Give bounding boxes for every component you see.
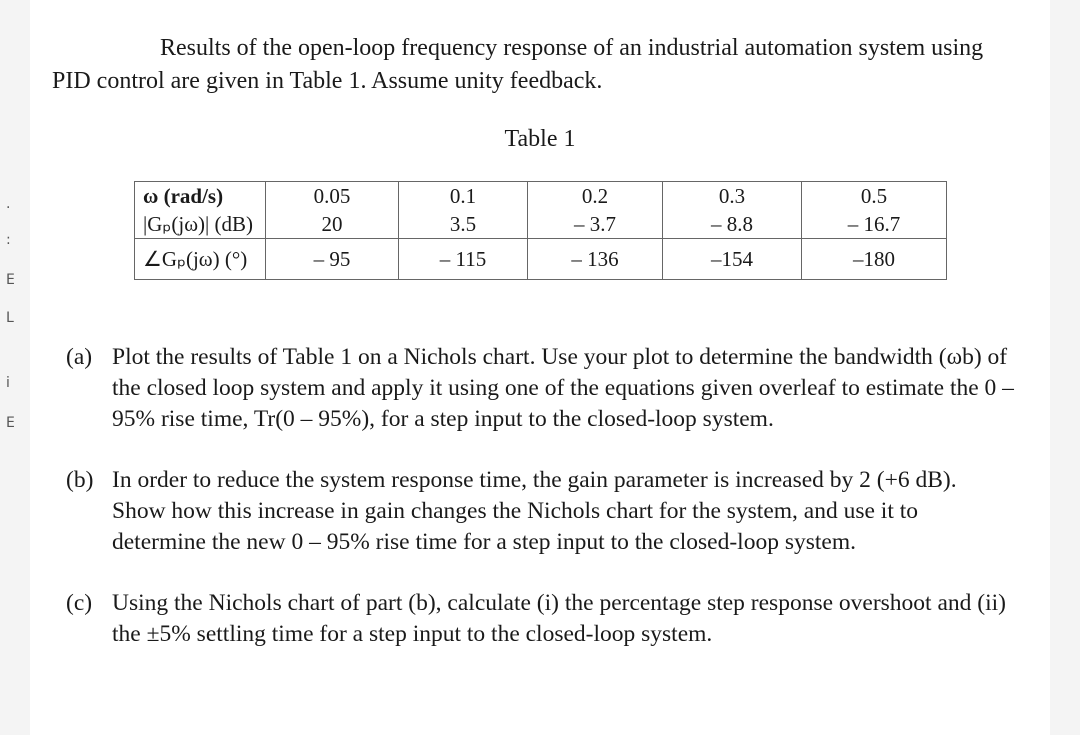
intro-line-1: Results of the open-loop frequency response of an industrial automation system using (160, 35, 984, 61)
table-row-phase (135, 239, 947, 280)
omega-value: 0.05 (313, 184, 351, 208)
phase-value: – 95 (266, 239, 399, 280)
magnitude-value: – 3.7 (574, 212, 616, 236)
question-text: Plot the results of Table 1 on a Nichols chart. Use your plot to determine the bandwidth (ωb) of the closed loop system and apply it using one of the equations given overleaf to estimate the 0 – 95% rise time, Tr(0 – 95%), for a step input to the closed-loop system. (112, 344, 1014, 432)
margin-mark: L (6, 310, 14, 326)
question-list (66, 342, 1016, 680)
omega-value: 0.5 (860, 184, 888, 208)
question-label: (c) (66, 590, 93, 616)
question-label: (b) (66, 467, 94, 493)
margin-mark: E (6, 272, 15, 288)
omega-value: 0.2 (581, 184, 609, 208)
table-cell (802, 182, 947, 239)
left-margin-marks (0, 0, 30, 735)
question-a (66, 342, 1016, 435)
question-c (66, 588, 1016, 650)
table-title: Table 1 (504, 126, 576, 152)
margin-mark: i (6, 375, 10, 391)
table-cell (266, 182, 399, 239)
magnitude-value: 3.5 (449, 212, 477, 236)
intro-line-2: PID control are given in Table 1. Assume unity feedback. (52, 68, 603, 94)
margin-mark: . (6, 196, 11, 212)
margin-mark: : (6, 232, 11, 248)
magnitude-label: |Gₚ(jω)| (dB) (143, 212, 253, 236)
question-b (66, 465, 1016, 558)
phase-value: –154 (663, 239, 802, 280)
magnitude-value: – 8.8 (711, 212, 753, 236)
table-row-omega-magnitude (135, 182, 947, 239)
intro-paragraph (52, 32, 1042, 98)
table-cell (528, 182, 663, 239)
frequency-response-table (134, 181, 947, 280)
table-header-cell (135, 182, 266, 239)
phase-label: ∠Gₚ(jω) (°) (135, 239, 266, 280)
table-cell (663, 182, 802, 239)
phase-value: –180 (802, 239, 947, 280)
question-text: In order to reduce the system response time, the gain parameter is increased by 2 (+6 dB). Show how this increase in gain changes the Nichols chart for the system, and use it to determine the new 0 – 95% rise time for a step input to the closed-loop system. (112, 467, 957, 555)
magnitude-value: – 16.7 (847, 212, 901, 236)
phase-value: – 136 (528, 239, 663, 280)
omega-label: ω (rad/s) (143, 184, 224, 208)
margin-mark: E (6, 415, 15, 431)
question-text: Using the Nichols chart of part (b), calculate (i) the percentage step response overshoot and (ii) the ±5% settling time for a step input to the closed-loop system. (112, 590, 1006, 647)
omega-value: 0.3 (718, 184, 746, 208)
question-label: (a) (66, 344, 93, 370)
table-cell (399, 182, 528, 239)
magnitude-value: 20 (321, 212, 343, 236)
omega-value: 0.1 (449, 184, 477, 208)
phase-value: – 115 (399, 239, 528, 280)
